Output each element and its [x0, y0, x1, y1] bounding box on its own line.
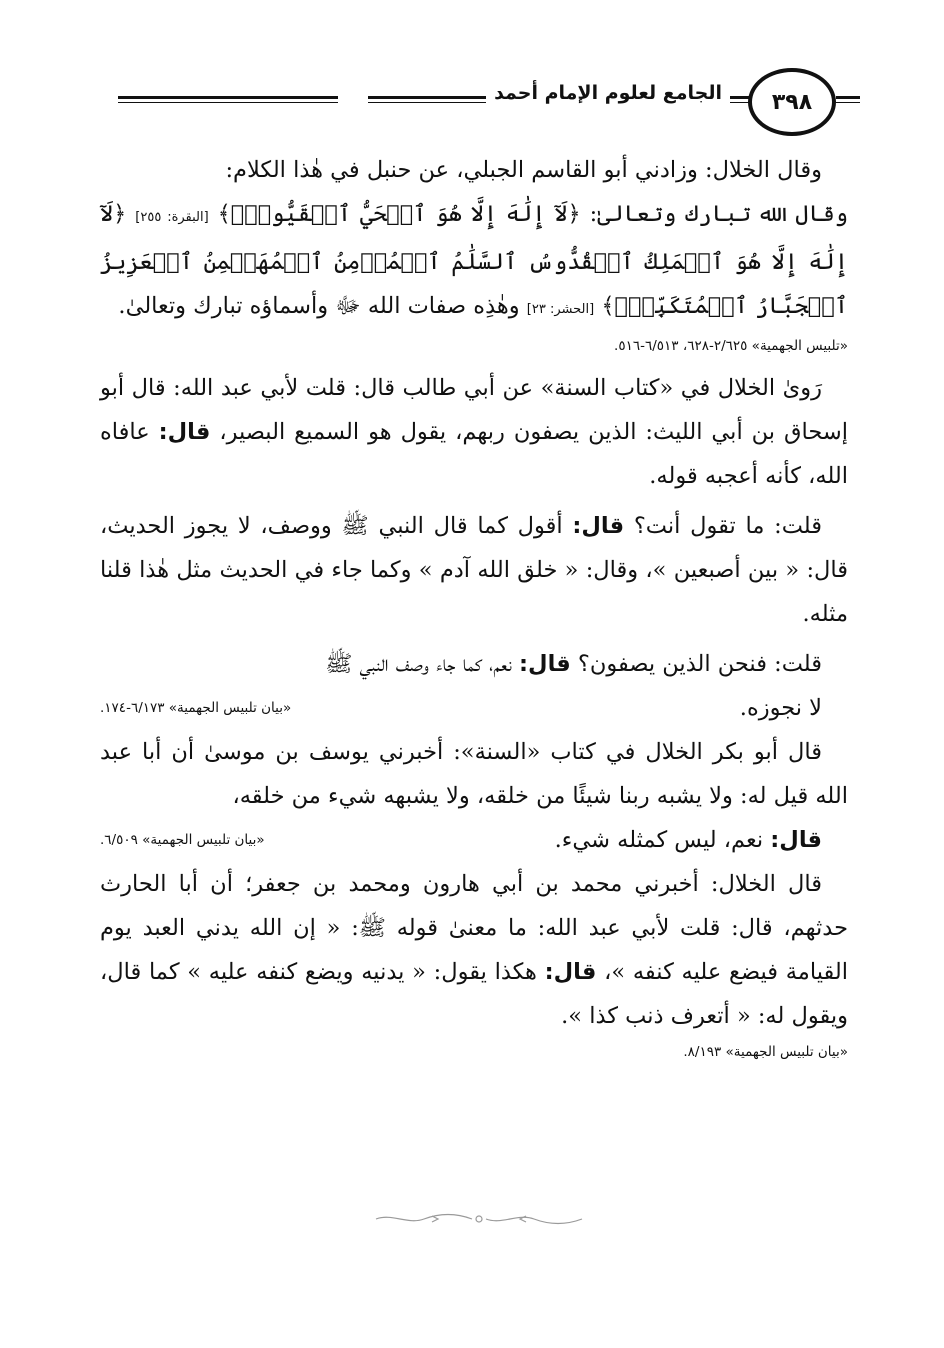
- book-title: الجامع لعلوم الإمام أحمد: [494, 82, 722, 104]
- paragraph-text: أقول كما قال النبي ﷺ ووصف، لا يجوز الحديث، قال: « بين أصبعين »، وقال: « خلق الله آدم » وكما جاء في الحديث مثل هٰذا قلنا مثله.: [100, 513, 848, 627]
- page-body: [100, 148, 848, 1072]
- source-citation: «بيان تلبيس الجهمية» ٨/١٩٣.: [683, 1044, 848, 1060]
- paragraph-text: رَوىٰ الخلال في «كتاب السنة» عن أبي طالب قال: قلت لأبي عبد الله: قال أبو إسحاق بن أبي الليث: الذين يصفون ربهم، يقول هو السميع البصير،: [100, 375, 848, 445]
- qal-label: قال:: [572, 513, 625, 539]
- paragraph-3: [100, 504, 848, 636]
- paragraph-text: وهٰذِه صفات الله ﷻ وأسماؤه تبارك وتعالىٰ.: [118, 293, 520, 319]
- header-title-wrap: [486, 82, 730, 104]
- paragraph-text: لا نجوزه.: [739, 695, 822, 721]
- paragraph-5: [100, 730, 848, 862]
- paragraph-text: قال أبو بكر الخلال في كتاب «السنة»: أخبرني يوسف بن موسىٰ أن أبا عبد الله قيل له: ولا يشبه ربنا شيئًا من خلقه، ولا يشبهه شيء من خلقه،: [100, 739, 848, 809]
- verse-reference: [الحشر: ٢٣]: [526, 302, 595, 317]
- paragraph-text: قلت: ما تقول أنت؟: [624, 513, 822, 539]
- running-header: [100, 66, 860, 136]
- paragraph-text: قلت: فنحن الذين يصفون؟: [570, 651, 822, 677]
- source-citation: «تلبيس الجهمية» ٢/٦٢٥-٦٢٨، ٦/٥١٣-٥١٦.: [614, 338, 848, 354]
- paragraph-6: [100, 862, 848, 1038]
- ornament-flourish-icon: [372, 1212, 586, 1226]
- paragraph-text: عافاه الله، كأنه أعجبه قوله.: [100, 419, 848, 489]
- paragraph-text: نعم، ليس كمثله شيء.: [554, 827, 771, 853]
- paragraph-last-line: [100, 818, 848, 862]
- paragraph-text: نعم، كما جاء وصف النبي ﷺ: [325, 651, 520, 677]
- quran-verse: ﴿لَآ إِلَٰهَ إِلَّا هُوَ ٱلۡحَيُّ ٱلۡقَيُّومُۚ﴾: [217, 201, 581, 227]
- page-number-badge: [748, 68, 836, 136]
- quran-verse: ﴿لَآ إِلَٰهَ إِلَّا هُوَ ٱلۡمَلِكُ ٱلۡقُدُّوسُ ٱلسَّلَٰمُ ٱلۡمُؤۡمِنُ ٱلۡمُهَيۡمِنُ ٱلۡعَزِيزُ ٱلۡجَبَّارُ ٱلۡمُتَكَبِّرُۚ﴾: [100, 201, 848, 319]
- paragraph-2: [100, 366, 848, 498]
- paragraph-text: وقال الله تبارك وتعالىٰ:: [580, 201, 849, 227]
- qal-label: قال:: [158, 419, 211, 445]
- page-number: ٣٩٨: [771, 89, 813, 115]
- end-ornament: [372, 1212, 586, 1226]
- source-citation: «بيان تلبيس الجهمية» ٦/٥٠٩.: [100, 832, 265, 848]
- paragraph-text: هكذا يقول: « يدنيه ويضع كنفه عليه » كما قال، ويقول له: « أتعرف ذنب كذا ».: [100, 959, 848, 1029]
- header-rule-right: [836, 96, 860, 103]
- paragraph-4: [100, 642, 848, 730]
- paragraph-1: [100, 148, 848, 332]
- qal-label: قال:: [544, 959, 597, 985]
- paragraph-text: وقال الخلال: وزادني أبو القاسم الجبلي، عن حنبل في هٰذا الكلام:: [225, 157, 822, 183]
- source-citation: «بيان تلبيس الجهمية» ٦/١٧٣-١٧٤.: [100, 700, 292, 716]
- qal-label: قال:: [519, 651, 571, 677]
- header-rule-left: [118, 96, 338, 103]
- paragraph-last-line: [100, 686, 848, 730]
- verse-reference: [البقرة: ٢٥٥]: [135, 210, 209, 225]
- qal-label: قال:: [770, 827, 822, 853]
- paragraph-text: قال الخلال: أخبرني محمد بن أبي هارون ومحمد بن جعفر؛ أن أبا الحارث حدثهم، قال: قلت لأبي عبد الله: ما معنىٰ قوله ﷺ: « إن الله يدني العبد يوم القيامة فيضع عليه كنفه »،: [100, 871, 848, 985]
